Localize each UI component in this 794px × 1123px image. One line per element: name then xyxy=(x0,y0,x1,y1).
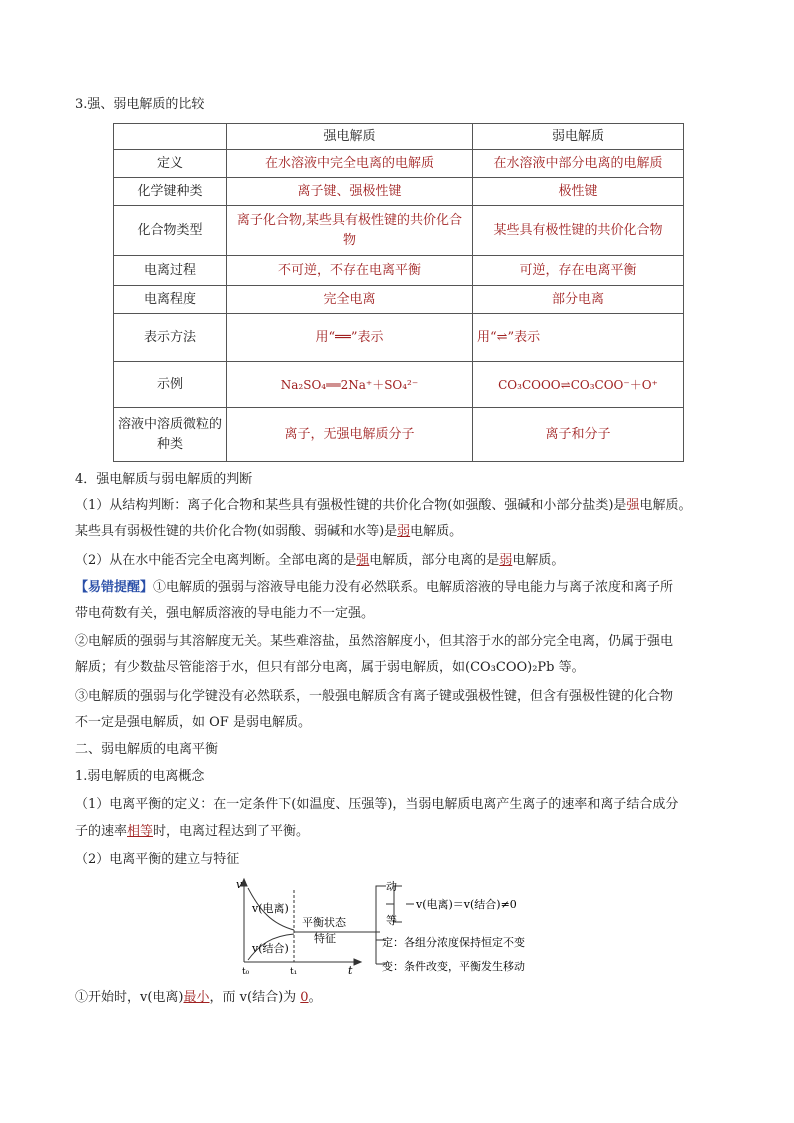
p1-a-red: 强 xyxy=(626,498,640,513)
row-label: 表示方法 xyxy=(114,314,227,362)
deng-label: 等 xyxy=(386,914,397,927)
row-label: 化学键种类 xyxy=(114,178,227,206)
row-label: 电离过程 xyxy=(114,256,227,286)
row-weak: 可逆，存在电离平衡 xyxy=(473,256,684,286)
tip-2a: ②电解质的强弱与其溶解度无关。某些难溶盐，虽然溶解度小，但其溶于水的部分完全电离，仍属于强电 xyxy=(75,634,674,649)
equilibrium-diagram xyxy=(230,876,560,976)
p1-b-end: 电解质。 xyxy=(410,524,463,539)
p1-b: 某些具有弱极性键的共价化合物(如弱酸、弱碱和水等)是 xyxy=(75,524,398,539)
last-red2: 0 xyxy=(300,990,309,1005)
table-row xyxy=(114,286,684,314)
definition-a: （1）电离平衡的定义：在一定条件下(如温度、压强等)，当弱电解质电离产生离子的速率和离子结合成分 xyxy=(75,797,679,812)
def-b2: 时，电离过程达到了平衡。 xyxy=(153,824,310,839)
row-strong: 不可逆，不存在电离平衡 xyxy=(227,256,473,286)
row-strong: Na₂SO₄══2Na⁺＋SO₄²⁻ xyxy=(227,362,473,408)
ding-label: 定：各组分浓度保持恒定不变 xyxy=(382,936,525,949)
last-c: 。 xyxy=(308,990,322,1005)
p2-red1: 强 xyxy=(356,553,370,568)
bian-label: 变：条件改变，平衡发生移动 xyxy=(382,960,525,973)
row-label: 示例 xyxy=(114,362,227,408)
p1-a-end: 电解质。 xyxy=(639,498,692,513)
curve-bottom-label: v(结合) xyxy=(252,942,289,955)
table-row xyxy=(114,178,684,206)
row-weak: 在水溶液中部分电离的电解质 xyxy=(473,150,684,178)
paragraph-structure xyxy=(75,496,691,516)
row-label: 电离程度 xyxy=(114,286,227,314)
row-strong: 用“══”表示 xyxy=(227,314,473,362)
last-a: ①开始时，v(电离) xyxy=(75,990,184,1005)
tip-3a: ③电解质的强弱与化学键没有必然联系，一般强电解质含有离子键或强极性键，但含有强极性键的化合物 xyxy=(75,689,674,704)
table-header-empty xyxy=(114,124,227,150)
tip-label: 【易错提醒】 xyxy=(75,580,154,595)
p1-a: （1）从结构判断：离子化合物和某些具有强极性键的共价化合物(如强酸、强碱和小部分盐类)是 xyxy=(75,498,627,513)
dong-label: 动 xyxy=(386,880,397,893)
tip-1a xyxy=(75,578,673,598)
table-row xyxy=(114,408,684,462)
paragraph-structure-2 xyxy=(75,522,462,542)
p2-c: 电解质。 xyxy=(512,553,565,568)
last-b: ，而 v(结合)为 xyxy=(209,990,301,1005)
mid-label-1: 平衡状态 xyxy=(302,916,346,929)
comparison-table xyxy=(113,123,684,462)
curve-top-label: v(电离) xyxy=(252,902,289,915)
row-weak: 离子和分子 xyxy=(473,408,684,462)
t-axis-arrow xyxy=(354,959,361,965)
t0-label: t₀ xyxy=(242,967,250,976)
deng-equation: v(电离)＝v(结合)≠0 xyxy=(416,898,517,911)
row-strong: 完全电离 xyxy=(227,286,473,314)
table-row xyxy=(114,362,684,408)
row-weak: 用“⇌”表示 xyxy=(473,314,684,362)
last-line xyxy=(75,988,322,1008)
table-row xyxy=(114,314,684,362)
tip-3b: 不一定是强电解质，如 OF 是弱电解质。 xyxy=(75,715,311,730)
row-weak: 某些具有极性键的共价化合物 xyxy=(473,206,684,256)
section3-title: 3.强、弱电解质的比较 xyxy=(75,97,205,112)
table-header-row xyxy=(114,124,684,150)
row-strong: 离子键、强极性键 xyxy=(227,178,473,206)
table-row xyxy=(114,150,684,178)
table-row xyxy=(114,256,684,286)
last-red1: 最小 xyxy=(183,990,210,1005)
p2-red2: 弱 xyxy=(499,553,513,568)
mid-label-2: 特征 xyxy=(314,932,336,945)
p2-a: （2）从在水中能否完全电离判断。全部电离的是 xyxy=(75,553,357,568)
row-label: 定义 xyxy=(114,150,227,178)
paragraph-ionization xyxy=(75,551,564,571)
row-label: 溶液中溶质微粒的种类 xyxy=(114,408,227,462)
row-strong: 离子化合物,某些具有极性键的共价化合物 xyxy=(227,206,473,256)
row-strong: 离子，无强电解质分子 xyxy=(227,408,473,462)
row-strong: 在水溶液中完全电离的电解质 xyxy=(227,150,473,178)
tip-1b: 带电荷数有关，强电解质溶液的导电能力不一定强。 xyxy=(75,606,375,621)
v-label: v xyxy=(236,878,243,891)
section4-title: 4．强电解质与弱电解质的判断 xyxy=(75,472,253,487)
row-weak: CO₃COOO⇌CO₃COO⁻＋O⁺ xyxy=(473,362,684,408)
row-weak: 部分电离 xyxy=(473,286,684,314)
definition-b xyxy=(75,822,309,842)
p1-b-red: 弱 xyxy=(397,524,411,539)
def-b1: 子的速率 xyxy=(75,824,128,839)
table-row xyxy=(114,206,684,256)
section2-title: 二、弱电解质的电离平衡 xyxy=(75,742,219,757)
p2-b: 电解质，部分电离的是 xyxy=(369,553,500,568)
tip-2b: 解质；有少数盐尽管能溶于水，但只有部分电离，属于弱电解质，如(CO₃COO)₂Pb 等。 xyxy=(75,660,585,675)
t-label: t xyxy=(348,964,353,976)
def-b-red: 相等 xyxy=(127,824,154,839)
row-label: 化合物类型 xyxy=(114,206,227,256)
row-weak: 极性键 xyxy=(473,178,684,206)
sub1-title: 1.弱电解质的电离概念 xyxy=(75,769,205,784)
table-header-strong: 强电解质 xyxy=(227,124,473,150)
table-header-weak: 弱电解质 xyxy=(473,124,684,150)
t1-label: t₁ xyxy=(290,967,298,976)
tip1-a: ①电解质的强弱与溶液导电能力没有必然联系。电解质溶液的导电能力与离子浓度和离子所 xyxy=(153,580,674,595)
sub2-title: （2）电离平衡的建立与特征 xyxy=(75,852,240,867)
